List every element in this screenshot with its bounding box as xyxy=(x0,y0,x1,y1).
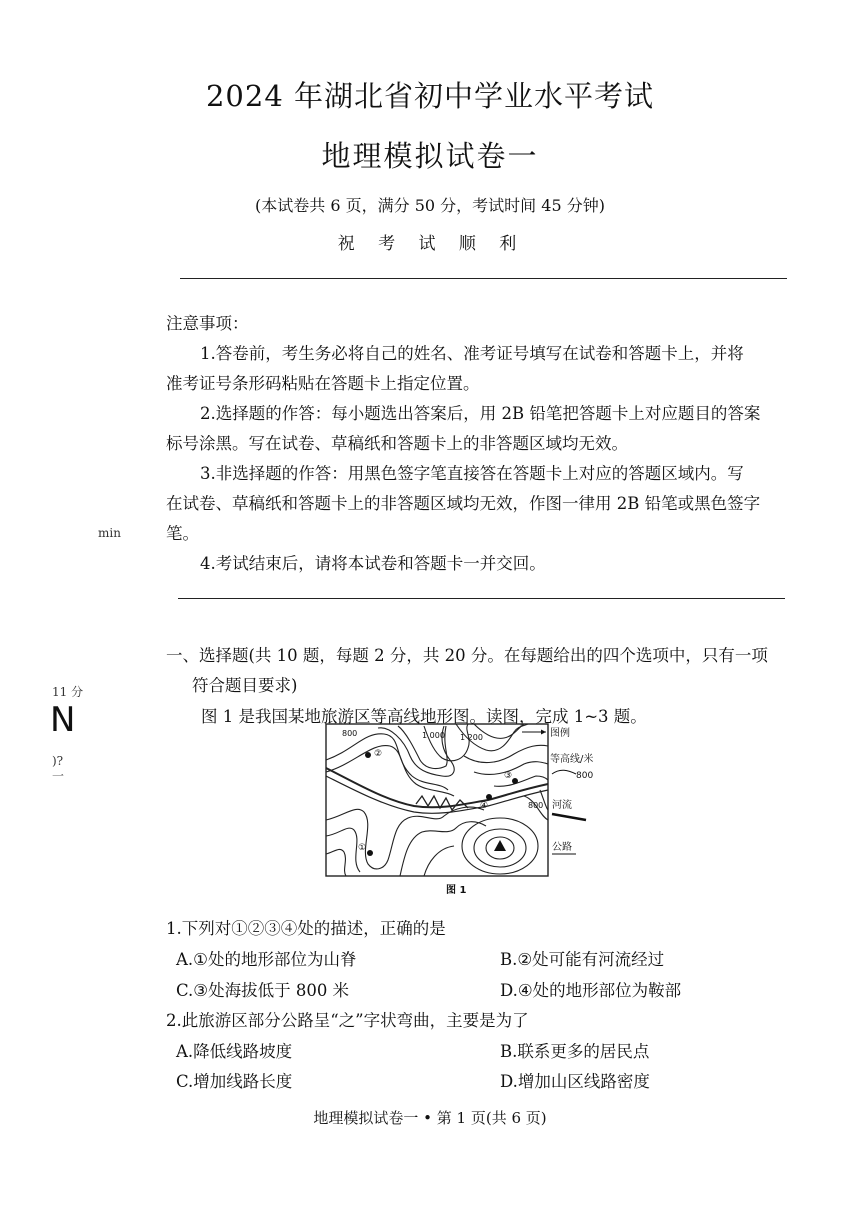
q1-option-d: D.④处的地形部位为鞍部 xyxy=(500,981,682,1000)
point-4-label: ④ xyxy=(480,801,489,811)
margin-note-n: N xyxy=(50,700,76,740)
section-1-heading-line1: 一、选择题(共 10 题，每题 2 分，共 20 分。在每题给出的四个选项中，只有一项 xyxy=(166,646,768,665)
point-4-dot xyxy=(486,794,492,800)
q2-option-b: B.联系更多的居民点 xyxy=(500,1042,650,1061)
notice-item-3b: 在试卷、草稿纸和答题卡上的非答题区域均无效，作图一律用 2B 铅笔或黑色签字 xyxy=(166,494,761,513)
contour-line xyxy=(494,776,548,786)
top-divider xyxy=(180,278,787,279)
notice-heading: 注意事项： xyxy=(166,314,249,333)
point-3-dot xyxy=(512,778,518,784)
margin-note-dash: 一 xyxy=(52,769,65,783)
margin-note-small: )? xyxy=(52,754,64,768)
contour-line xyxy=(464,745,548,762)
q2-option-a: A.降低线路坡度 xyxy=(176,1042,293,1061)
legend-arrow-head xyxy=(541,730,546,735)
notice-item-1a: 1.答卷前，考生务必将自己的姓名、准考证号填写在试卷和答题卡上，并将 xyxy=(200,344,744,363)
q2-option-c: C.增加线路长度 xyxy=(176,1072,293,1091)
section-1-heading-line2: 符合题目要求) xyxy=(192,676,298,695)
notice-item-4: 4.考试结束后，请将本试卷和答题卡一并交回。 xyxy=(200,554,546,573)
contour-label-1200: 1 200 xyxy=(460,733,483,742)
notice-block xyxy=(166,309,814,579)
exam-info: (本试卷共 6 页，满分 50 分，考试时间 45 分钟) xyxy=(255,196,605,215)
contour-line xyxy=(326,807,484,869)
contour-line xyxy=(326,746,454,796)
good-luck-line: 祝 考 试 顺 利 xyxy=(337,234,523,254)
point-3-label: ③ xyxy=(504,771,513,781)
question-2-stem: 2.此旅游区部分公路呈“之”字状弯曲，主要是为了 xyxy=(166,1011,529,1030)
legend-road-label: 公路 xyxy=(552,842,572,853)
contour-label-800: 800 xyxy=(342,729,358,738)
point-1-dot xyxy=(367,850,373,856)
legend-contour-symbol xyxy=(552,770,576,774)
margin-note-score: 11 分 xyxy=(52,685,84,699)
contour-lines xyxy=(326,724,548,876)
legend-title: 图例 xyxy=(550,728,570,739)
notice-item-1b: 准考证号条形码粘贴在答题卡上指定位置。 xyxy=(166,374,480,393)
figure-caption: 图 1 xyxy=(446,885,467,896)
contour-map-figure xyxy=(324,720,616,898)
legend-river-symbol xyxy=(552,814,586,820)
figure-intro: 图 1 是我国某地旅游区等高线地形图。读图，完成 1~3 题。 xyxy=(201,707,647,726)
point-2-dot xyxy=(365,752,371,758)
peak-triangle-icon xyxy=(494,840,506,851)
page-footer: 地理模拟试卷一 • 第 1 页(共 6 页) xyxy=(313,1109,547,1127)
margin-note-min: min xyxy=(98,526,121,540)
q1-option-c: C.③处海拔低于 800 米 xyxy=(176,981,350,1000)
q1-option-a: A.①处的地形部位为山脊 xyxy=(176,950,357,969)
notice-item-2a: 2.选择题的作答：每小题选出答案后，用 2B 铅笔把答题卡上对应题目的答案 xyxy=(200,404,761,423)
notice-item-2b: 标号涂黑。写在试卷、草稿纸和答题卡上的非答题区域均无效。 xyxy=(166,434,628,453)
notice-item-3a: 3.非选择题的作答：用黑色签字笔直接答在答题卡上对应的答题区域内。写 xyxy=(200,464,744,483)
q1-option-b: B.②处可能有河流经过 xyxy=(500,950,665,969)
legend-contour-label: 等高线/米 xyxy=(550,754,594,765)
legend-contour-value: 800 xyxy=(576,771,594,781)
q2-option-d: D.增加山区线路密度 xyxy=(500,1072,650,1091)
section-1-heading xyxy=(166,641,814,701)
legend-river-label: 河流 xyxy=(552,800,572,811)
bottom-divider xyxy=(178,598,785,599)
contour-label-1000: 1 000 xyxy=(422,731,445,740)
point-2-label: ② xyxy=(374,749,383,759)
point-1-label: ① xyxy=(358,843,367,853)
exam-title: 2024 年湖北省初中学业水平考试 xyxy=(205,79,655,113)
contour-label-800-east: 800 xyxy=(528,801,544,810)
exam-subject-title: 地理模拟试卷一 xyxy=(321,139,539,173)
contour-line xyxy=(326,846,454,876)
question-1-stem: 1.下列对①②③④处的描述，正确的是 xyxy=(166,919,446,938)
map-frame xyxy=(326,724,548,876)
notice-item-3c: 笔。 xyxy=(166,524,199,543)
legend xyxy=(522,726,593,854)
contour-line xyxy=(326,734,448,790)
